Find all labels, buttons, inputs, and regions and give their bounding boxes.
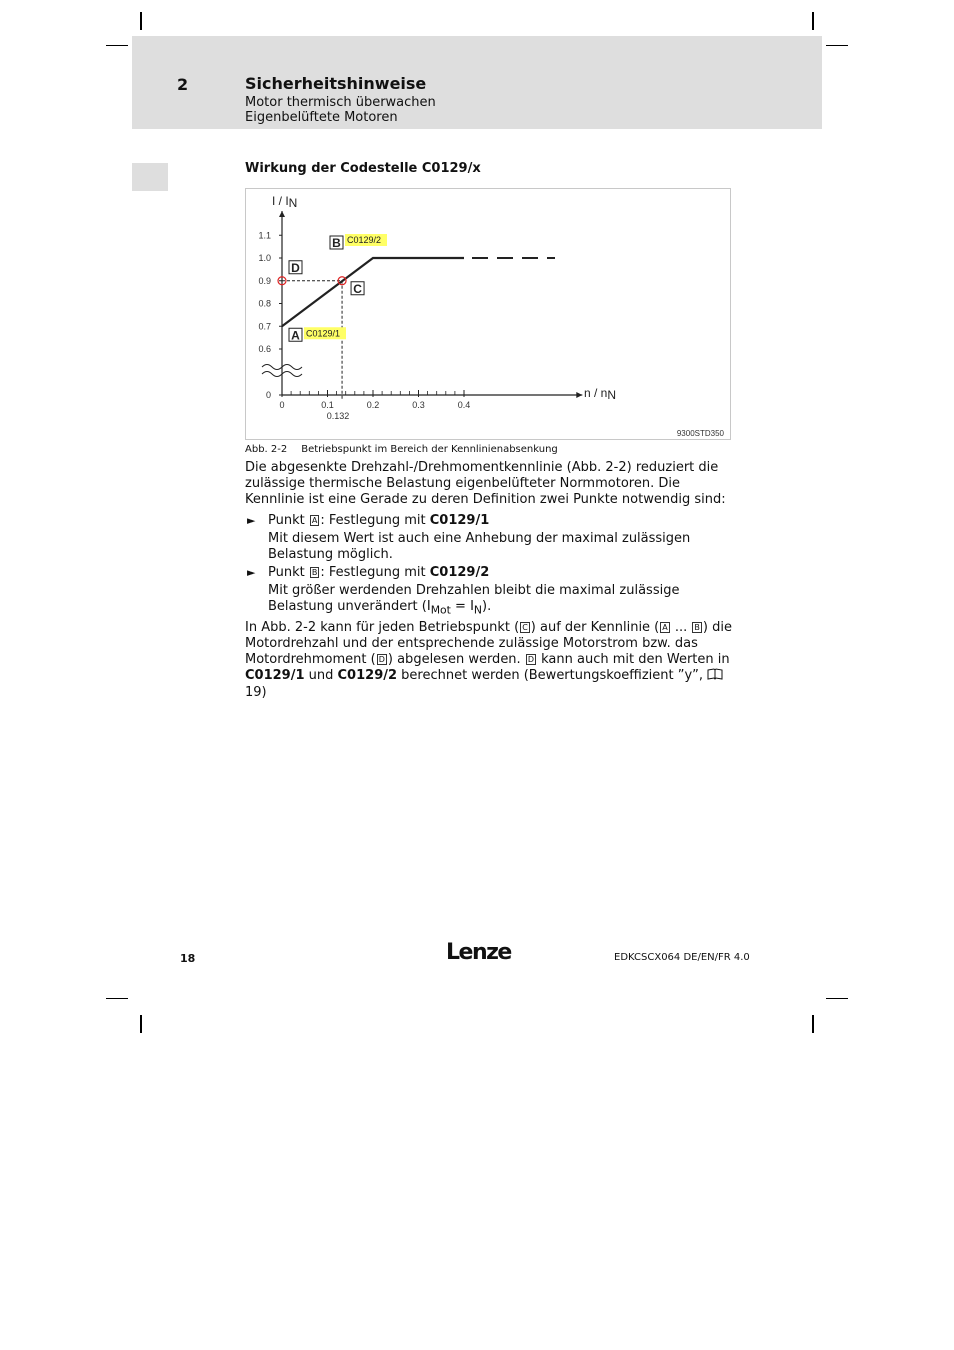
crop-mark (812, 12, 814, 30)
bullet-2-detail-mid: = I (450, 599, 474, 614)
x-axis-label-sub: N (607, 388, 617, 402)
bullet-2-mid: : Festlegung mit (320, 565, 426, 580)
lenze-logo: Lenze (446, 940, 511, 965)
chapter-title: Sicherheitshinweise (245, 74, 427, 93)
point-d-box: D (378, 655, 385, 664)
crop-mark (140, 12, 142, 30)
y-tick-label: 0.8 (258, 298, 271, 309)
p2-text: 19) (245, 685, 267, 700)
bullet-1-code: C0129/1 (429, 513, 490, 528)
y-axis-arrow-icon (279, 211, 285, 217)
p2-text: kann auch mit den Werten in (537, 652, 730, 667)
x-tick-label-extra: 0.132 (326, 411, 350, 421)
x-tick-label: 0.4 (457, 400, 471, 410)
bullet-2-code: C0129/2 (429, 565, 490, 580)
section-heading: Wirkung der Codestelle C0129/x (245, 161, 481, 176)
bullet-arrow-icon: ► (247, 514, 256, 527)
header-band (132, 36, 822, 129)
y-tick-label: 0.6 (258, 344, 271, 354)
p2-text: In Abb. 2-2 kann für jeden Betriebspunkt ( (245, 620, 520, 635)
y-axis-label-sub: N (288, 196, 298, 210)
figure-box (245, 188, 731, 440)
page-number: 18 (180, 952, 196, 965)
point-d-box: D (527, 655, 534, 664)
caption-text: Betriebspunkt im Bereich der Kennlinienabsenkung (301, 444, 558, 455)
x-axis-arrow-icon (576, 392, 582, 398)
figure-id: 9300STD350 (676, 429, 724, 438)
y-tick-label: 0.7 (258, 321, 271, 332)
characteristic-line (282, 258, 464, 326)
bullet-1-mid: : Festlegung mit (320, 513, 426, 528)
point-b-box: B (311, 568, 318, 577)
point-c-box: C (522, 623, 528, 632)
figure-caption (245, 444, 558, 455)
book-icon (707, 668, 723, 685)
p2-text: ... (670, 620, 692, 635)
caption-number: Abb. 2-2 (245, 444, 288, 455)
subscript-n: N (473, 603, 483, 617)
p2-text: ) die Motordrehzahl und der entsprechende zulässige Motorstrom bzw. das Motordrehmoment ( (245, 620, 732, 667)
point-b-letter: B (332, 236, 341, 250)
characteristic-chart (246, 189, 732, 441)
y-tick-label: 0 (265, 390, 271, 400)
p2-code-2: C0129/2 (337, 668, 398, 683)
point-a-letter: A (291, 328, 300, 343)
chapter-number: 2 (177, 75, 189, 94)
bullet-1-detail: Mit diesem Wert ist auch eine Anhebung der maximal zulässigen Belastung möglich. (268, 531, 691, 562)
doc-code: EDKCSCX064 DE/EN/FR 4.0 (614, 952, 750, 963)
subtitle-2: Eigenbelüftete Motoren (245, 110, 398, 125)
crop-mark (106, 998, 128, 999)
x-axis-label: n / nN (584, 386, 617, 402)
side-tab (132, 163, 168, 191)
x-tick-label: 0 (279, 400, 285, 410)
bullet-2-detail (268, 583, 733, 619)
subtitle-1: Motor thermisch überwachen (245, 95, 436, 110)
p2-text: und (304, 668, 338, 683)
y-tick-label: 0.9 (258, 275, 271, 286)
point-a-box: A (662, 623, 668, 632)
y-axis-label: I / IN (272, 194, 298, 210)
bullet-1 (268, 513, 733, 529)
point-b-box: B (694, 623, 700, 632)
subscript-mot: Mot (430, 603, 451, 617)
point-b-code: C0129/2 (347, 235, 382, 245)
bullet-arrow-icon: ► (247, 566, 256, 579)
x-tick-label: 0.2 (366, 400, 380, 410)
bullet-1-prefix: Punkt (268, 513, 305, 528)
p2-text: berechnet werden (Bewertungskoeffizient ”y”, (397, 668, 708, 683)
p2-code-1: C0129/1 (245, 668, 305, 683)
p2-text: ) abgelesen werden. (387, 652, 525, 667)
paragraph-2 (245, 620, 733, 701)
bullet-2 (268, 565, 733, 581)
paragraph-1: Die abgesenkte Drehzahl-/Drehmomentkennlinie (Abb. 2-2) reduziert die zulässige thermische Belastung eigenbelüfteter Normmotoren. Die Kennlinie ist eine Gerade zu deren Definition zwei Punkte notwendig sind: (245, 460, 726, 507)
crop-mark (106, 45, 128, 46)
point-a-code: C0129/1 (306, 328, 341, 339)
x-tick-label: 0.1 (321, 400, 334, 410)
p2-text: ) auf der Kennlinie ( (530, 620, 660, 635)
x-tick-label: 0.3 (412, 400, 425, 410)
y-tick-label: 1.1 (258, 230, 271, 241)
bullet-2-detail-text: Mit größer werdenden Drehzahlen bleibt die maximal zulässige Belastung unverändert (I (268, 583, 680, 614)
crop-mark (812, 1015, 814, 1033)
point-d-letter: D (291, 260, 300, 275)
y-tick-label: 1.0 (258, 253, 271, 263)
crop-mark (826, 45, 848, 46)
crop-mark (826, 998, 848, 999)
point-a-box: A (311, 516, 318, 525)
bullet-2-detail-end: ). (482, 599, 492, 614)
point-c-letter: C (353, 281, 362, 296)
crop-mark (140, 1015, 142, 1033)
bullet-2-prefix: Punkt (268, 565, 305, 580)
